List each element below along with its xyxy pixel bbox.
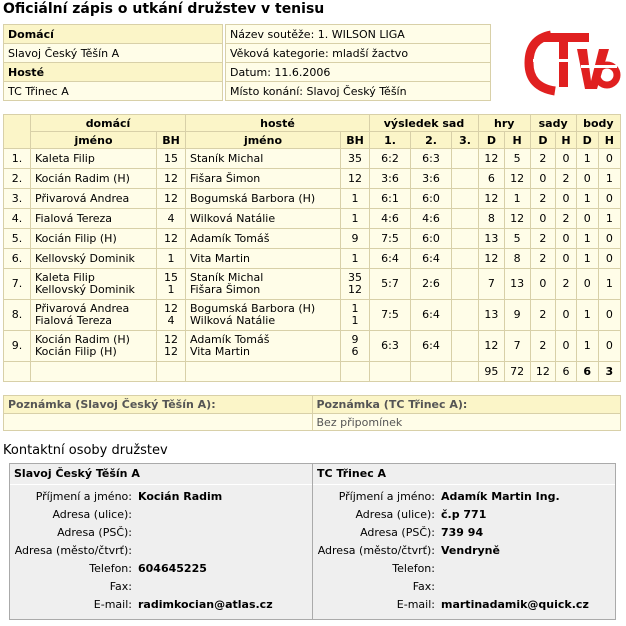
score-s1: 6:1 — [370, 189, 411, 209]
games-h-header: H — [504, 132, 530, 149]
score-s2: 6:4 — [411, 300, 452, 331]
total-hd: 95 — [479, 362, 505, 382]
empty-cell — [157, 362, 186, 382]
contact-label: Adresa (město/čtvrť): — [14, 543, 132, 557]
score-sd: 0 — [530, 169, 556, 189]
score-s3 — [452, 331, 479, 362]
cell-line: 12 — [164, 333, 178, 346]
score-bh: 0 — [598, 189, 620, 209]
cell-line: 15 — [164, 152, 178, 165]
total-hh: 72 — [504, 362, 530, 382]
score-bd: 1 — [576, 189, 598, 209]
set3-header: 3. — [452, 132, 479, 149]
cell-line: 1 — [351, 302, 359, 315]
contact-value: martinadamik@quick.cz — [441, 597, 589, 611]
contact-team: TC Třinec A — [313, 464, 615, 485]
cell-line: 12 — [164, 172, 178, 185]
cell-line: 1 — [351, 252, 359, 265]
match-number: 8. — [4, 300, 31, 331]
score-hh: 12 — [504, 209, 530, 229]
score-s1: 7:5 — [370, 300, 411, 331]
cell-line: Staník Michal — [190, 152, 264, 165]
points-group-header: body — [576, 115, 620, 132]
score-s1: 4:6 — [370, 209, 411, 229]
home-bh — [157, 229, 186, 249]
guest-bh — [341, 229, 370, 249]
table-row — [4, 249, 621, 269]
cell-line: 4 — [167, 212, 175, 225]
cell-line: 9 — [351, 232, 359, 245]
contact-value: radimkocian@atlas.cz — [138, 597, 273, 611]
score-bd: 1 — [576, 229, 598, 249]
score-sh: 0 — [556, 331, 576, 362]
home-bh — [157, 209, 186, 229]
cell-line: Bogumská Barbora (H) — [190, 192, 316, 205]
contact-row — [313, 505, 615, 523]
contact-value: č.p 771 — [441, 507, 487, 521]
contact-value — [134, 505, 312, 523]
score-hd: 12 — [479, 331, 505, 362]
guest-contact-card — [312, 463, 616, 620]
guest-bh-header: BH — [341, 132, 370, 149]
score-hh: 9 — [504, 300, 530, 331]
score-s1: 6:3 — [370, 331, 411, 362]
cell-line: 12 — [164, 302, 178, 315]
cell-line: 12 — [348, 172, 362, 185]
home-player — [31, 169, 157, 189]
match-number: 4. — [4, 209, 31, 229]
score-s3 — [452, 249, 479, 269]
contact-label: Adresa (město/čtvrť): — [317, 543, 435, 557]
cell-line: Kellovský Dominik — [35, 283, 135, 296]
score-bd: 1 — [576, 249, 598, 269]
score-s2: 6:0 — [411, 229, 452, 249]
score-sh: 0 — [556, 189, 576, 209]
guest-player — [186, 229, 341, 249]
guest-player — [186, 149, 341, 169]
guest-bh — [341, 269, 370, 300]
match-info-table — [225, 24, 491, 101]
home-bh-header: BH — [157, 132, 186, 149]
score-s3 — [452, 269, 479, 300]
score-sh: 2 — [556, 269, 576, 300]
cell-line: Vita Martin — [190, 252, 250, 265]
score-s2: 4:6 — [411, 209, 452, 229]
guest-bh — [341, 169, 370, 189]
guest-bh — [341, 331, 370, 362]
cell-line: Fišara Šimon — [190, 283, 261, 296]
score-s1: 5:7 — [370, 269, 411, 300]
guest-player — [186, 300, 341, 331]
cell-line: 6 — [351, 345, 359, 358]
score-bh: 0 — [598, 300, 620, 331]
score-sd: 2 — [530, 149, 556, 169]
score-bh: 0 — [598, 149, 620, 169]
empty-cell — [341, 362, 370, 382]
score-bd: 1 — [576, 331, 598, 362]
contact-row — [10, 595, 312, 613]
match-number: 3. — [4, 189, 31, 209]
home-note — [4, 414, 313, 431]
contact-label: Adresa (PSČ): — [360, 525, 435, 539]
table-row — [4, 209, 621, 229]
cell-line: Bogumská Barbora (H) — [190, 302, 316, 315]
empty-cell — [186, 362, 341, 382]
contact-row — [10, 523, 312, 541]
score-s3 — [452, 209, 479, 229]
guest-bh — [341, 249, 370, 269]
cell-line: Vita Martin — [190, 345, 250, 358]
guest-player — [186, 269, 341, 300]
cell-line: Fialová Tereza — [35, 212, 113, 225]
points-d-header: D — [576, 132, 598, 149]
contact-label: E-mail: — [93, 597, 132, 611]
contact-label: Telefon: — [89, 561, 132, 575]
cell-line: 35 — [348, 271, 362, 284]
score-s2: 6:0 — [411, 189, 452, 209]
result-group-header: výsledek sad — [370, 115, 479, 132]
score-hh: 1 — [504, 189, 530, 209]
score-sh: 0 — [556, 249, 576, 269]
empty-cell — [411, 362, 452, 382]
score-sd: 2 — [530, 189, 556, 209]
cell-line: 12 — [348, 283, 362, 296]
score-bd: 0 — [576, 169, 598, 189]
home-player — [31, 229, 157, 249]
score-bd: 0 — [576, 209, 598, 229]
score-hh: 12 — [504, 169, 530, 189]
cell-line: Kocián Radim (H) — [35, 333, 130, 346]
score-bd: 0 — [576, 269, 598, 300]
total-sd: 12 — [530, 362, 556, 382]
club-logo — [521, 25, 621, 105]
contact-row — [10, 487, 312, 505]
cell-line: 1 — [167, 252, 175, 265]
guest-note: Bez připomínek — [312, 414, 621, 431]
guest-player — [186, 331, 341, 362]
score-bh: 0 — [598, 249, 620, 269]
cell-line: Kaleta Filip — [35, 271, 95, 284]
cell-line: Přivarová Andrea — [35, 302, 130, 315]
contact-label: Adresa (PSČ): — [57, 525, 132, 539]
home-bh — [157, 169, 186, 189]
match-number: 2. — [4, 169, 31, 189]
guest-player — [186, 209, 341, 229]
contact-value — [437, 577, 615, 595]
contact-label: Adresa (ulice): — [355, 507, 435, 521]
total-bd: 6 — [576, 362, 598, 382]
points-h-header: H — [598, 132, 620, 149]
teams-table — [3, 24, 223, 101]
score-hh: 5 — [504, 229, 530, 249]
score-sd: 0 — [530, 209, 556, 229]
guest-label: Hosté — [4, 63, 223, 82]
score-hd: 7 — [479, 269, 505, 300]
score-s1: 6:4 — [370, 249, 411, 269]
home-label: Domácí — [4, 25, 223, 44]
contact-label: Adresa (ulice): — [52, 507, 132, 521]
home-player — [31, 189, 157, 209]
cell-line: 1 — [351, 212, 359, 225]
contact-value: 739 94 — [441, 525, 484, 539]
contact-row — [10, 541, 312, 559]
home-name-header: jméno — [31, 132, 157, 149]
score-s3 — [452, 149, 479, 169]
cell-line: 1 — [167, 283, 175, 296]
cell-line: Kellovský Dominik — [35, 252, 135, 265]
set1-header: 1. — [370, 132, 411, 149]
games-group-header: hry — [479, 115, 531, 132]
contact-value: Adamík Martin Ing. — [441, 489, 560, 503]
score-hh: 13 — [504, 269, 530, 300]
contact-team: Slavoj Český Těšín A — [10, 464, 312, 485]
sets-h-header: H — [556, 132, 576, 149]
score-sd: 0 — [530, 269, 556, 300]
score-s1: 6:2 — [370, 149, 411, 169]
score-s2: 6:4 — [411, 331, 452, 362]
guest-name-header: jméno — [186, 132, 341, 149]
score-sd: 2 — [530, 331, 556, 362]
score-hd: 12 — [479, 189, 505, 209]
home-bh — [157, 331, 186, 362]
home-player — [31, 269, 157, 300]
score-bh: 1 — [598, 169, 620, 189]
home-bh — [157, 149, 186, 169]
cell-line: 1 — [351, 192, 359, 205]
match-results-table — [3, 114, 621, 382]
cell-line: Kocián Filip (H) — [35, 345, 117, 358]
table-row — [4, 169, 621, 189]
contact-value: Vendryně — [441, 543, 500, 557]
score-hd: 6 — [479, 169, 505, 189]
contact-row — [10, 559, 312, 577]
home-player — [31, 209, 157, 229]
contact-row — [313, 559, 615, 577]
score-bh: 0 — [598, 331, 620, 362]
total-sh: 6 — [556, 362, 576, 382]
home-player — [31, 249, 157, 269]
total-bh: 3 — [598, 362, 620, 382]
score-hh: 8 — [504, 249, 530, 269]
contact-label: Fax: — [109, 579, 132, 593]
table-row — [4, 300, 621, 331]
set2-header: 2. — [411, 132, 452, 149]
score-hh: 7 — [504, 331, 530, 362]
score-bh: 0 — [598, 229, 620, 249]
guest-note-header: Poznámka (TC Třinec A): — [312, 396, 621, 414]
empty-cell — [370, 362, 411, 382]
home-group-header: domácí — [31, 115, 186, 132]
cell-line: 15 — [164, 271, 178, 284]
cell-line: Wilková Natálie — [190, 314, 276, 327]
contact-label: Příjmení a jméno: — [338, 489, 435, 503]
page-title: Oficiální zápis o utkání družstev v tenisu — [3, 1, 325, 17]
score-sh: 2 — [556, 209, 576, 229]
score-hh: 5 — [504, 149, 530, 169]
table-row — [4, 229, 621, 249]
cell-line: 4 — [167, 314, 175, 327]
cell-line: Adamík Tomáš — [190, 333, 270, 346]
score-s2: 6:3 — [411, 149, 452, 169]
score-s1: 7:5 — [370, 229, 411, 249]
contact-details — [10, 487, 312, 613]
guest-player — [186, 189, 341, 209]
score-sd: 2 — [530, 300, 556, 331]
home-bh — [157, 269, 186, 300]
score-hd: 13 — [479, 229, 505, 249]
contact-row — [313, 523, 615, 541]
contact-details — [313, 487, 615, 613]
table-row — [4, 269, 621, 300]
guest-team: TC Třinec A — [4, 82, 223, 101]
contact-label: Fax: — [412, 579, 435, 593]
home-player — [31, 300, 157, 331]
cell-line: 12 — [164, 192, 178, 205]
cell-line: Kocián Filip (H) — [35, 232, 117, 245]
contact-row — [10, 505, 312, 523]
match-date: Datum: 11.6.2006 — [226, 63, 491, 82]
score-bh: 1 — [598, 269, 620, 300]
home-contact-card — [9, 463, 313, 620]
empty-cell — [4, 362, 31, 382]
score-hd: 12 — [479, 149, 505, 169]
guest-group-header: hosté — [186, 115, 370, 132]
guest-player — [186, 169, 341, 189]
notes-table — [3, 395, 621, 431]
cell-line: 1 — [351, 314, 359, 327]
cell-line: 35 — [348, 152, 362, 165]
age-category: Věková kategorie: mladší žactvo — [226, 44, 491, 63]
contact-label: E-mail: — [396, 597, 435, 611]
contact-value: Kocián Radim — [138, 489, 223, 503]
score-hd: 8 — [479, 209, 505, 229]
match-number: 5. — [4, 229, 31, 249]
score-sh: 0 — [556, 300, 576, 331]
cell-line: Fialová Tereza — [35, 314, 113, 327]
score-hd: 13 — [479, 300, 505, 331]
score-bd: 1 — [576, 149, 598, 169]
contact-row — [313, 541, 615, 559]
score-s3 — [452, 169, 479, 189]
contact-label: Příjmení a jméno: — [35, 489, 132, 503]
contact-value — [437, 559, 615, 577]
match-number: 9. — [4, 331, 31, 362]
cell-line: Přivarová Andrea — [35, 192, 130, 205]
guest-bh — [341, 209, 370, 229]
home-player — [31, 331, 157, 362]
sets-d-header: D — [530, 132, 556, 149]
cell-line: Staník Michal — [190, 271, 264, 284]
home-player — [31, 149, 157, 169]
empty-cell — [31, 362, 157, 382]
cell-line: 12 — [164, 345, 178, 358]
home-bh — [157, 249, 186, 269]
score-s1: 3:6 — [370, 169, 411, 189]
score-sh: 0 — [556, 149, 576, 169]
score-hd: 12 — [479, 249, 505, 269]
match-number: 6. — [4, 249, 31, 269]
contact-row — [313, 577, 615, 595]
match-venue: Místo konání: Slavoj Český Těšín — [226, 82, 491, 101]
guest-player — [186, 249, 341, 269]
guest-bh — [341, 189, 370, 209]
cell-line: 9 — [351, 333, 359, 346]
cell-line: 12 — [164, 232, 178, 245]
cell-line: Wilková Natálie — [190, 212, 276, 225]
score-sd: 2 — [530, 249, 556, 269]
guest-bh — [341, 149, 370, 169]
sets-group-header: sady — [530, 115, 576, 132]
score-bd: 1 — [576, 300, 598, 331]
home-note-header: Poznámka (Slavoj Český Těšín A): — [4, 396, 313, 414]
home-bh — [157, 300, 186, 331]
score-sh: 0 — [556, 229, 576, 249]
games-d-header: D — [479, 132, 505, 149]
score-sh: 2 — [556, 169, 576, 189]
competition: Název soutěže: 1. WILSON LIGA — [226, 25, 491, 44]
contact-value: 604645225 — [138, 561, 207, 575]
score-s2: 3:6 — [411, 169, 452, 189]
contact-row — [10, 577, 312, 595]
match-number: 7. — [4, 269, 31, 300]
empty-cell — [452, 362, 479, 382]
score-s2: 2:6 — [411, 269, 452, 300]
score-sd: 2 — [530, 229, 556, 249]
contact-value — [134, 523, 312, 541]
score-s2: 6:4 — [411, 249, 452, 269]
contact-value — [134, 577, 312, 595]
table-row — [4, 189, 621, 209]
contacts-title: Kontaktní osoby družstev — [3, 443, 168, 458]
score-s3 — [452, 300, 479, 331]
match-number: 1. — [4, 149, 31, 169]
score-bh: 1 — [598, 209, 620, 229]
guest-bh — [341, 300, 370, 331]
table-row — [4, 149, 621, 169]
contact-label: Telefon: — [392, 561, 435, 575]
contact-row — [313, 487, 615, 505]
cell-line: Fišara Šimon — [190, 172, 261, 185]
table-row — [4, 331, 621, 362]
score-s3 — [452, 189, 479, 209]
totals-row — [4, 362, 621, 382]
home-team: Slavoj Český Těšín A — [4, 44, 223, 63]
home-bh — [157, 189, 186, 209]
contact-row — [313, 595, 615, 613]
cell-line: Adamík Tomáš — [190, 232, 270, 245]
cell-line: Kaleta Filip — [35, 152, 95, 165]
contact-value — [134, 541, 312, 559]
score-s3 — [452, 229, 479, 249]
cell-line: Kocián Radim (H) — [35, 172, 130, 185]
